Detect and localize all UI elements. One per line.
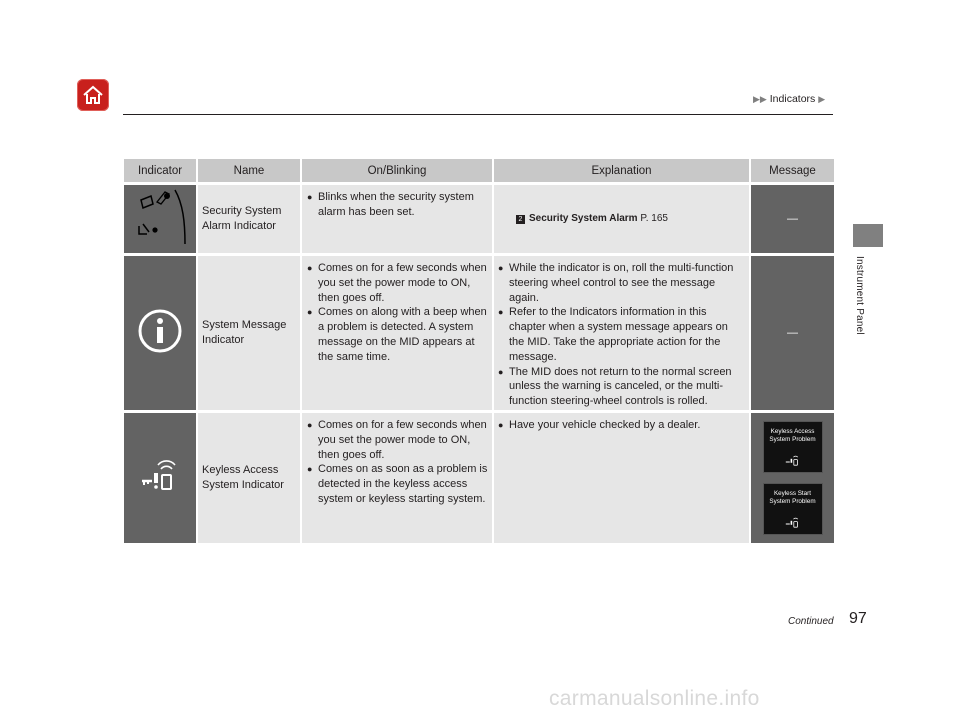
keyless-access-icon — [785, 515, 801, 529]
table-row — [124, 185, 834, 253]
message-cell — [751, 413, 834, 543]
list-item: ● Comes on along with a beep when a problem is detected. A system message on the MID appears at the same time. — [306, 305, 488, 364]
list-item: ● Comes on for a few seconds when you set the power mode to ON, then goes off. — [306, 418, 488, 462]
message-cell — [751, 256, 834, 410]
list-item: ● Comes on for a few seconds when you set the power mode to ON, then goes off. — [306, 261, 488, 305]
table-row — [124, 256, 834, 410]
column-header: Name — [198, 159, 300, 182]
mid-screen-keyless-start — [763, 483, 823, 535]
keyless-access-icon — [140, 459, 180, 493]
xref-title: Security System Alarm — [529, 213, 638, 225]
list-item: ● Comes on as soon as a problem is detected in the keyless access system or keyless starting system. — [306, 462, 488, 506]
home-icon — [81, 83, 105, 107]
screen-text: Keyless Access System Problem — [769, 428, 816, 443]
continued-label: Continued — [788, 616, 834, 627]
breadcrumb-arrow-icon: ▶ — [818, 94, 826, 104]
chapter-label: Instrument Panel — [854, 256, 865, 335]
chapter-tab[interactable] — [853, 224, 883, 247]
page-number: 97 — [849, 610, 867, 627]
explanation-cell — [494, 256, 749, 410]
name-cell: Security System Alarm Indicator — [198, 185, 300, 253]
on-blinking-cell — [302, 413, 492, 543]
explanation-cell — [494, 185, 749, 253]
home-button[interactable] — [77, 79, 109, 111]
keyless-access-icon — [785, 453, 801, 467]
security-alarm-icon — [129, 186, 191, 248]
breadcrumb-label: Indicators — [769, 93, 816, 105]
mid-screen-keyless-access — [763, 421, 823, 473]
message-dash: — — [787, 212, 798, 225]
reference-arrow-icon: 2 — [516, 215, 525, 224]
list-item: ● Blinks when the security system alarm has been set. — [306, 190, 488, 220]
table-row — [124, 413, 834, 543]
breadcrumb[interactable] — [753, 93, 825, 105]
watermark: carmanualsonline.info — [549, 687, 760, 710]
breadcrumb-arrow-icon: ▶▶ — [753, 94, 767, 104]
list-item: ● The MID does not return to the normal screen unless the warning is canceled, or the multi-function steering-wheel controls is rolled. — [497, 365, 745, 409]
message-cell — [751, 185, 834, 253]
indicator-cell — [124, 185, 196, 253]
column-header: On/Blinking — [302, 159, 492, 182]
cross-reference-link[interactable] — [516, 213, 668, 224]
indicator-cell — [124, 256, 196, 410]
on-blinking-cell — [302, 256, 492, 410]
column-header: Explanation — [494, 159, 749, 182]
message-dash: — — [787, 326, 798, 339]
list-item: ● Have your vehicle checked by a dealer. — [497, 418, 745, 433]
info-i-icon — [138, 309, 182, 353]
list-item: ● Refer to the Indicators information in this chapter when a system message appears on the MID. Take the appropriate action for the message. — [497, 305, 745, 364]
list-item: ● While the indicator is on, roll the multi-function steering wheel control to see the message again. — [497, 261, 745, 305]
name-cell: System Message Indicator — [198, 256, 300, 410]
xref-page: P. 165 — [640, 213, 668, 225]
column-header: Indicator — [124, 159, 196, 182]
indicator-cell — [124, 413, 196, 543]
column-header: Message — [751, 159, 834, 182]
on-blinking-cell — [302, 185, 492, 253]
explanation-cell — [494, 413, 749, 543]
header-divider — [123, 114, 833, 115]
indicator-table — [122, 156, 836, 546]
name-cell: Keyless Access System Indicator — [198, 413, 300, 543]
screen-text: Keyless Start System Problem — [769, 490, 816, 505]
